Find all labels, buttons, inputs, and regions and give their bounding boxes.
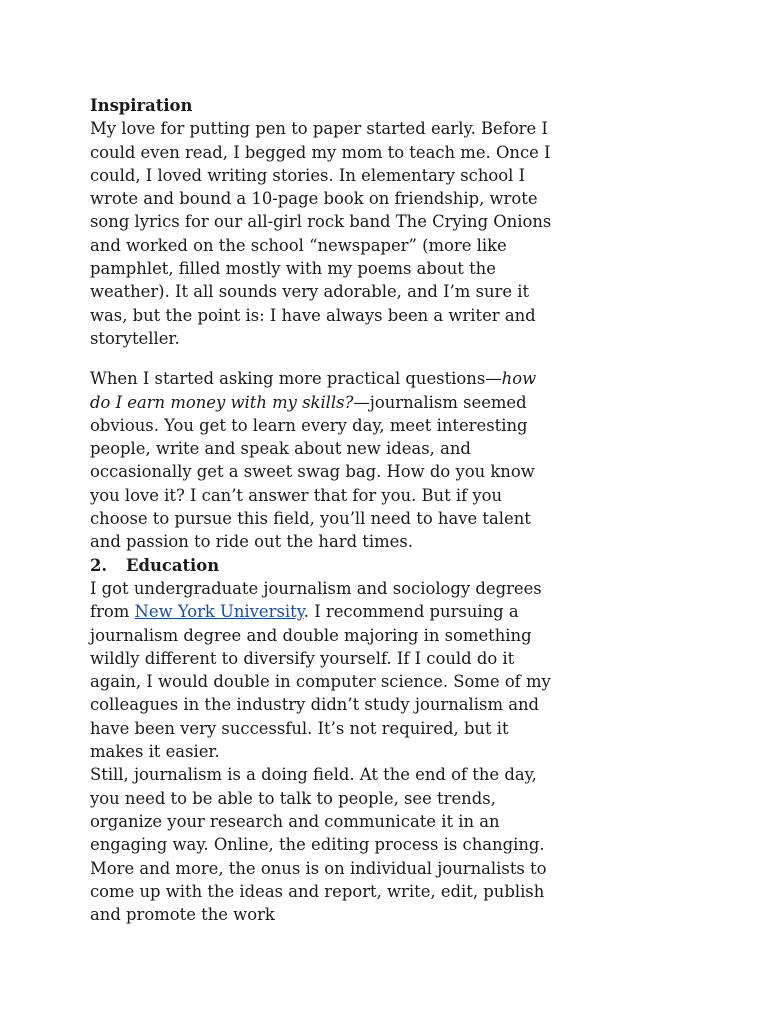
paragraph-text: I got undergraduate journalism and sociology degrees from <box>90 578 542 622</box>
paragraph-text: —journalism seemed obvious. You get to learn every day, meet interesting people, write and speak about new ideas, and occasionally get a sweet swag bag. How do you know you love it? I can’t answer that for you. But if you choose to pursue this field, you’ll need to have talent and passion to ride out the hard times. <box>90 392 535 552</box>
section-heading-education <box>90 554 560 577</box>
section-heading-inspiration: Inspiration <box>90 96 193 115</box>
paragraph-text: . I recommend pursuing a journalism degree and double majoring in something wildly different to diversify yourself. If I could do it again, I would double in computer science. Some of my colleagues in the industry didn’t study journalism and have been very successful. It’s not required, but it makes it easier. <box>90 602 551 762</box>
paragraph-inspiration-1: My love for putting pen to paper started early. Before I could even read, I begged my mom to teach me. Once I could, I loved writing stories. In elementary school I wrote and bound a 10-page book on friendship, wrote song lyrics for our all-girl rock band The Crying Onions and worked on the school “newspaper” (more like pamphlet, filled mostly with my poems about the weather). It all sounds very adorable, and I’m sure it was, but the point is: I have always been a writer and storyteller. <box>90 119 552 348</box>
paragraph-education-1 <box>90 577 560 763</box>
nyu-link[interactable]: New York University <box>134 602 304 622</box>
paragraph-inspiration-2 <box>90 367 560 553</box>
section-number: 2. <box>90 555 108 575</box>
paragraph-text: When I started asking more practical questions— <box>90 369 502 389</box>
paragraph-education-2: Still, journalism is a doing field. At the end of the day, you need to be able to talk to people, see trends, organize your research and communicate it in an engaging way. Online, the editing process is changing. More and more, the onus is on individual journalists to come up with the ideas and report, write, edit, publish and promote the work <box>90 765 547 925</box>
italic-question: how do I earn money with my skills? <box>90 369 537 412</box>
section-title: Education <box>126 555 220 575</box>
document-page <box>90 94 560 926</box>
